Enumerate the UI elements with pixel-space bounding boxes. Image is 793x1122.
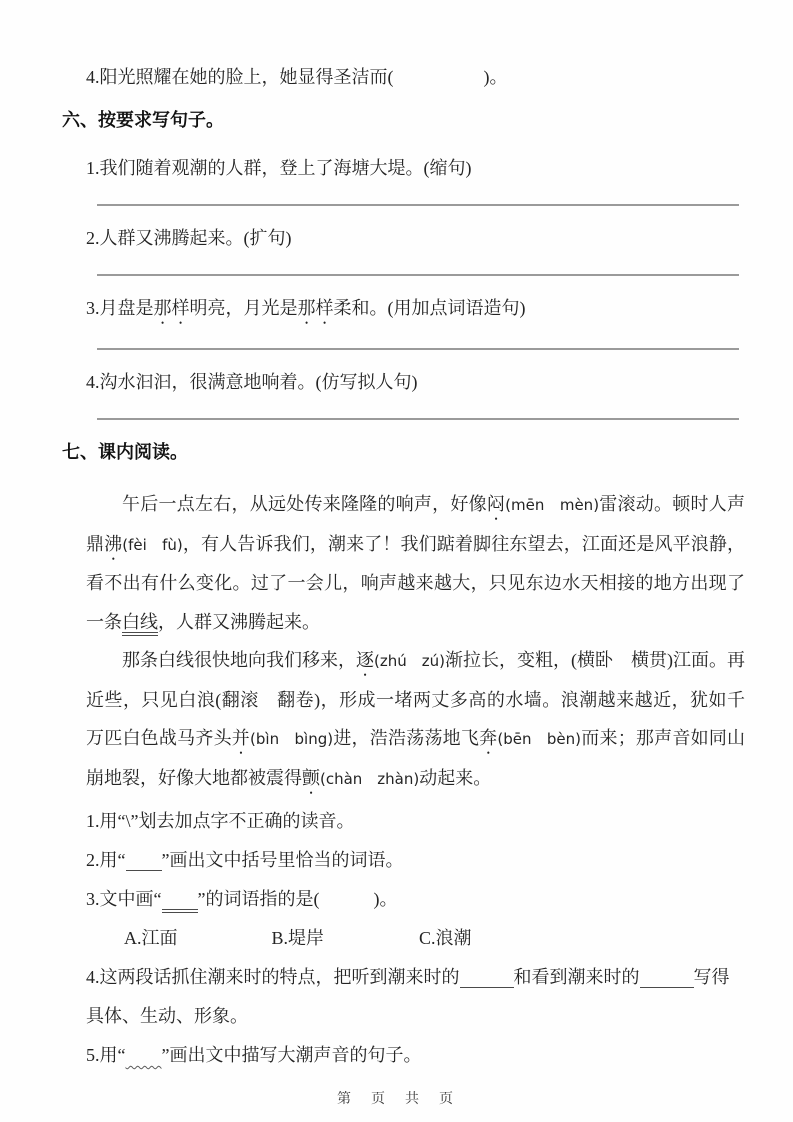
text-segment: 2.人群又沸腾起来。(扩句) <box>86 228 292 248</box>
text-segment-py: (fèi fù) <box>122 535 183 554</box>
text-segment: 2.用“ <box>86 850 126 870</box>
text-segment: 4.这两段话抓住潮来时的特点，把听到潮来时的 <box>86 967 460 987</box>
text-segment: 1.我们随着观潮的人群，登上了海塘大堤。(缩句) <box>86 158 472 178</box>
text-segment-dot: 奔 <box>479 728 498 748</box>
text-segment-dot: 并 <box>231 728 251 748</box>
answer-line <box>97 348 739 350</box>
text-segment-dul <box>162 889 198 913</box>
section-7-title: 七、课内阅读。 <box>62 442 188 462</box>
text-segment: 柔和。(用加点词语造句) <box>333 298 526 318</box>
text-segment-dot: 那样 <box>297 298 334 318</box>
section-6-title: 六、按要求写句子。 <box>62 110 224 130</box>
section7-question-5 <box>86 1036 745 1075</box>
text-segment: ”画出文中括号里恰当的词语。 <box>161 850 404 870</box>
text-segment: 动起来。 <box>419 767 492 788</box>
text-segment: 3.月盘是 <box>86 298 154 318</box>
answer-line <box>97 274 739 276</box>
text-segment-wavy <box>126 1045 162 1065</box>
section7-question-2 <box>86 841 745 880</box>
text-segment: 渐拉长，变粗，(横卧 横贯)江面。再近些，只见白浪(翻滚 翻卷)，形成一堵两丈多高的水墙。浪潮越来越近，犹如千万匹白色战马齐头 <box>86 650 746 748</box>
question-3-options <box>124 919 745 958</box>
text-segment: 4.沟水汩汩，很满意地响着。(仿写拟人句) <box>86 372 418 392</box>
text-segment: 5.用“ <box>86 1045 126 1065</box>
section6-item-3 <box>62 293 745 328</box>
reading-passage <box>62 485 745 798</box>
text-segment-ul <box>126 850 162 871</box>
text-segment-dot: 沸 <box>104 533 123 554</box>
passage-paragraph-1 <box>86 485 745 641</box>
text-segment-py: (bēn bèn) <box>497 730 582 748</box>
text-segment-dot: 那样 <box>153 298 190 318</box>
text-segment: 明亮，月光是 <box>189 298 298 318</box>
section7-question-3 <box>86 880 745 919</box>
text-segment-ul <box>460 967 514 988</box>
page-footer: 第 页 共 页 <box>337 1092 456 1107</box>
text-segment: 和看到潮来时的 <box>513 967 640 987</box>
section7-question-4 <box>86 958 745 1036</box>
text-segment: 进，浩浩荡荡地飞 <box>333 728 480 748</box>
text-segment-py: (chàn zhàn) <box>320 769 420 788</box>
text-segment-py: (bìn bìng) <box>250 730 334 748</box>
text-segment-dot: 逐 <box>356 650 375 670</box>
answer-choice-a: A.江面 <box>124 928 178 948</box>
answer-choice-c: C.浪潮 <box>419 928 472 948</box>
text-segment: 3.文中画“ <box>86 889 162 909</box>
section7-question-1 <box>86 802 745 841</box>
text-segment: 1.用“\”划去加点字不正确的读音。 <box>86 811 355 831</box>
text-segment: ，人群又沸腾起来。 <box>158 611 320 632</box>
text-segment: 4.阳光照耀在她的脸上，她显得圣洁而( )。 <box>86 67 508 87</box>
text-segment: ”的词语指的是( )。 <box>197 889 398 909</box>
answer-line <box>97 204 739 206</box>
text-segment: 写得具体、生动、形象。 <box>86 967 730 1026</box>
text-segment-dot: 颤 <box>302 767 320 788</box>
answer-line <box>97 418 739 420</box>
section6-item-4 <box>62 367 745 398</box>
text-segment: 午后一点左右，从远处传来隆隆的响声，好像 <box>122 494 487 514</box>
answer-choice-b: B.堤岸 <box>271 928 325 948</box>
text-segment-ul <box>640 967 694 988</box>
section6-item-1 <box>62 153 745 184</box>
text-segment-py: (zhú zú) <box>374 652 446 670</box>
prelude-question-4 <box>62 62 745 93</box>
text-segment-dul: 白线 <box>122 612 158 636</box>
section6-item-2 <box>62 223 745 254</box>
text-segment: ”画出文中描写大潮声音的句子。 <box>161 1045 422 1065</box>
text-segment: 那条白线很快地向我们移来， <box>122 650 357 670</box>
text-segment-py: (mēn mèn) <box>505 496 600 514</box>
text-segment: 而来；那声音如同山崩地裂，好像大地都被震得 <box>86 728 746 788</box>
text-segment-dot: 闷 <box>486 494 506 514</box>
passage-paragraph-2 <box>86 641 745 798</box>
text-segment: ，有人告诉我们，潮来了！我们踮着脚往东望去，江面还是风平浪静，看不出有什么变化。过了一会儿，响声越来越大，只见东边水天相接的地方出现了一条 <box>86 533 746 632</box>
text-segment: 雷滚动。顿时人声鼎 <box>86 494 746 554</box>
